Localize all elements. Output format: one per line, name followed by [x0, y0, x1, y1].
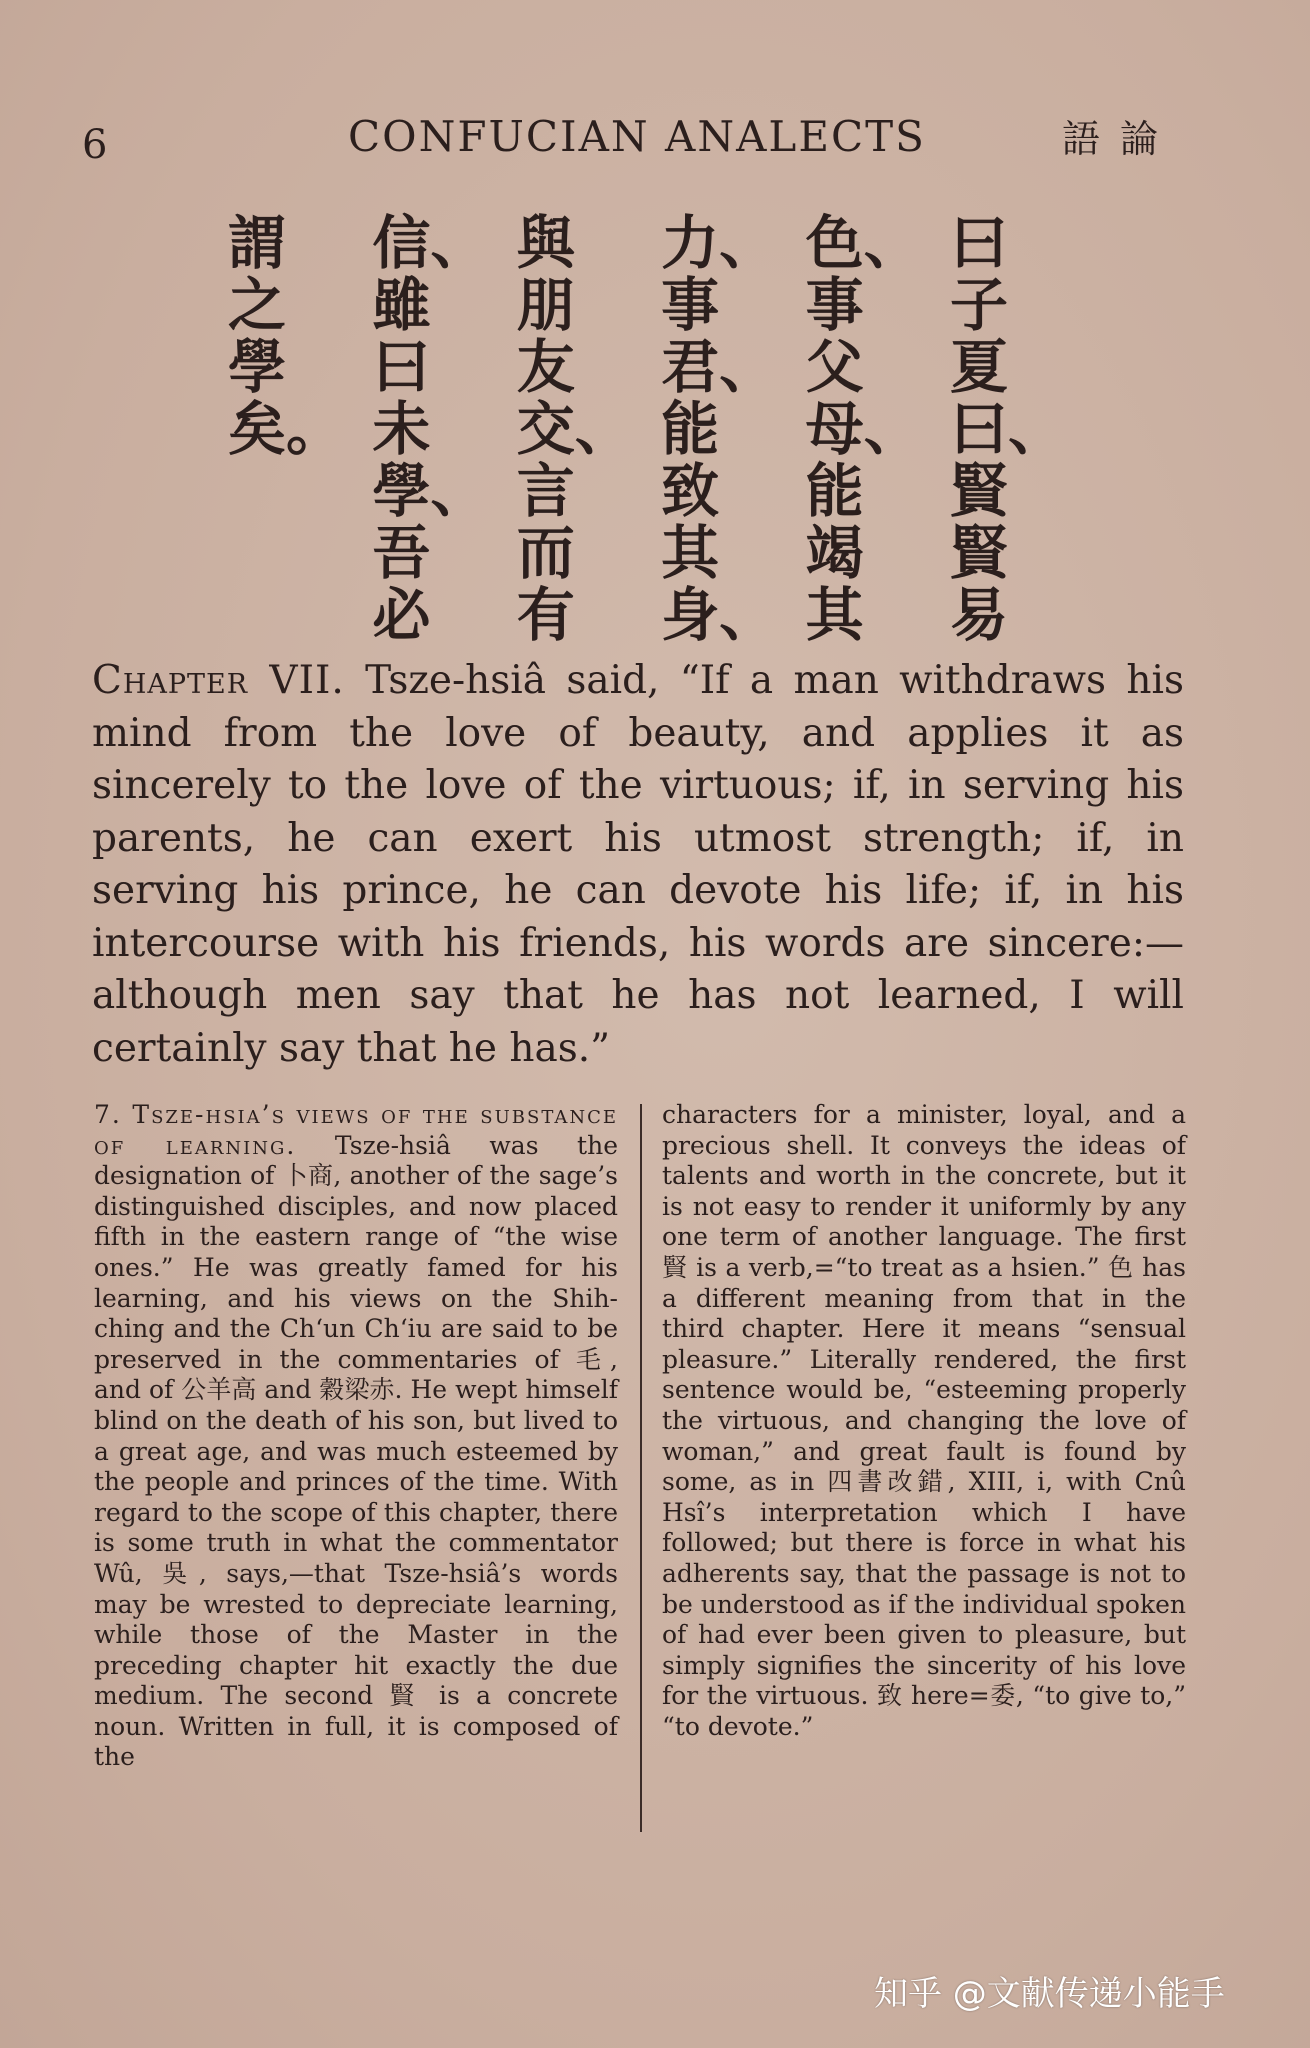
chinese-column: 信、雖曰未學、吾必 — [372, 209, 489, 649]
note-heading: 7. Tsze-hsia’s views of the substance of learning. — [94, 1100, 618, 1160]
page-number: 6 — [82, 122, 108, 168]
chinese-column: 與朋友交、言而有 — [516, 209, 633, 649]
commentary-notes — [94, 1100, 1200, 1840]
translation-paragraph — [92, 655, 1184, 1075]
translation-body: Tsze-hsiâ said, “If a man withdraws his mind from the love of beauty, and applies it as sincerely to the love of the virtuous; if, in serving his parents, he can exert his utmost strength; if, in serving his prince, he can devote his life; if, in his intercourse with his friends, his words are sincere:—although men say that he has not learned, I will certainly say that he has.” — [92, 658, 1184, 1071]
chinese-original-text — [228, 209, 1066, 649]
note-right-text: characters for a minister, loyal, and a precious shell. It conveys the ideas of talents and worth in the concrete, but it is not easy to render it uniformly by any one term of another language. The first 賢 is a verb,=“to treat as a hsien.” 色 has a different meaning from that in the third chapter. Here it means “sensual pleasure.” Literally rendered, the first sentence would be, “esteeming properly the virtuous, and changing the love of woman,” and great fault is found by some, as in 四書改錯, XIII, i, with Cnû Hsî’s interpretation which I have followed; but there is force in what his adherents say, that the passage is not to be understood as if the individual spoken of had ever been given to pleasure, but simply signifies the sincerity of his love for the virtuous. 致 here=委, “to give to,” “to devote.” — [662, 1100, 1186, 1741]
chinese-column: 力、事君、能致其身、 — [661, 209, 778, 649]
running-title: CONFUCIAN ANALECTS — [348, 112, 926, 161]
notes-left-column — [94, 1100, 618, 1773]
chinese-column: 色、事父母、能竭其 — [805, 209, 922, 649]
chapter-label: Chapter VII. — [92, 658, 345, 703]
chinese-column: 謂之學矣。 — [228, 209, 345, 463]
chinese-column: 曰子夏曰、賢賢易 — [949, 209, 1066, 649]
running-title-chinese: 語論 — [1062, 117, 1179, 161]
column-divider — [640, 1104, 642, 1832]
watermark: 知乎 @文献传递小能手 — [874, 1974, 1225, 2014]
notes-right-column — [662, 1100, 1186, 1742]
note-left-text: Tsze-hsiâ was the designation of 卜商, another of the sage’s distinguished disciples, and now placed fifth in the eastern range of “the wise ones.” He was greatly famed for his learning, and his views on the Shih-ching and the Ch‘un Ch‘iu are said to be preserved in the commentaries of 毛, and of 公羊高 and 穀梁赤. He wept himself blind on the death of his son, but lived to a great age, and was much esteemed by the people and princes of the time. With regard to the scope of this chapter, there is some truth in what the commentator Wû, 吳, says,—that Tsze-hsiâ’s words may be wrested to depreciate learning, while those of the Master in the preceding chapter hit exactly the due medium. The second 賢 is a concrete noun. Written in full, it is composed of the — [94, 1130, 619, 1772]
